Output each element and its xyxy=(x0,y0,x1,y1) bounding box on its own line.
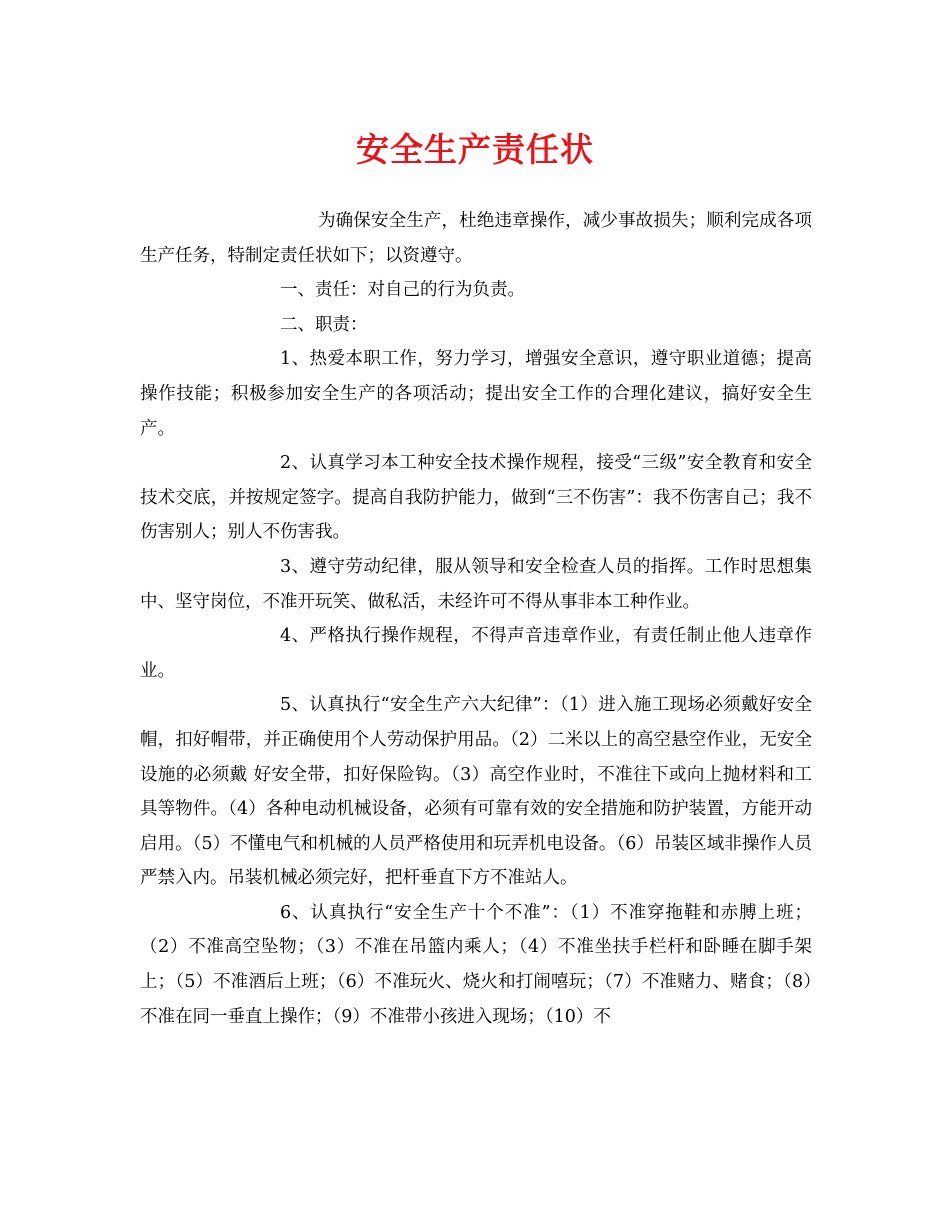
duty-item-3: 3、遵守劳动纪律，服从领导和安全检查人员的指挥。工作时思想集中、坚守岗位，不准开玩笑、做私活，未经许可不得从事非本工种作业。 xyxy=(140,556,812,612)
duty-item-5: 5、认真执行“安全生产六大纪律”：（1）进入施工现场必须戴好安全帽，扣好帽带，并正确使用个人劳动保护用品。（2）二米以上的高空悬空作业，无安全设施的必须戴 好安全带，扣好保险钩。（3）高空作业时，不准往下或向上抛材料和工具等物件。（4）各种电动机械设备，必须有可靠有效的安全措施和防护装置，方能开动启用。（5）不懂电气和机械的人员严格使用和玩弄机电设备。（6）吊装区域非操作人员严禁入内。吊装机械必须完好，把杆垂直下方不准站人。 xyxy=(140,695,812,889)
document-body xyxy=(140,204,812,1034)
section-duties-heading: 二、职责： xyxy=(280,314,368,335)
intro-paragraph: 为确保安全生产，杜绝违章操作，减少事故损失；顺利完成各项生产任务，特制定责任状如下；以资遵守。 xyxy=(140,211,812,266)
duty-item-1: 1、热爱本职工作，努力学习，增强安全意识，遵守职业道德；提高操作技能；积极参加安全生产的各项活动；提出安全工作的合理化建议，搞好安全生产。 xyxy=(140,349,812,439)
duty-item-4: 4、严格执行操作规程，不得声音违章作业，有责任制止他人违章作业。 xyxy=(140,626,812,681)
duty-item-2: 2、认真学习本工种安全技术操作规程，接受“三级”安全教育和安全技术交底，并按规定签字。提高自我防护能力，做到“三不伤害”：我不伤害自己；我不伤害别人；别人不伤害我。 xyxy=(140,453,812,543)
document-title: 安全生产责任状 xyxy=(356,130,594,169)
section-responsibility: 一、责任：对自己的行为负责。 xyxy=(280,280,525,301)
duty-item-6: 6、认真执行“安全生产十个不准”：（1）不准穿拖鞋和赤膊上班；（2）不准高空坠物；（3）不准在吊篮内乘人；（4）不准坐扶手栏杆和卧睡在脚手架上；（5）不准酒后上班；（6）不准玩火、烧火和打闹嘻玩；（7）不准赌力、赌食；（8）不准在同一垂直上操作；（9）不准带小孩进入现场；（10）不 xyxy=(140,902,812,1027)
